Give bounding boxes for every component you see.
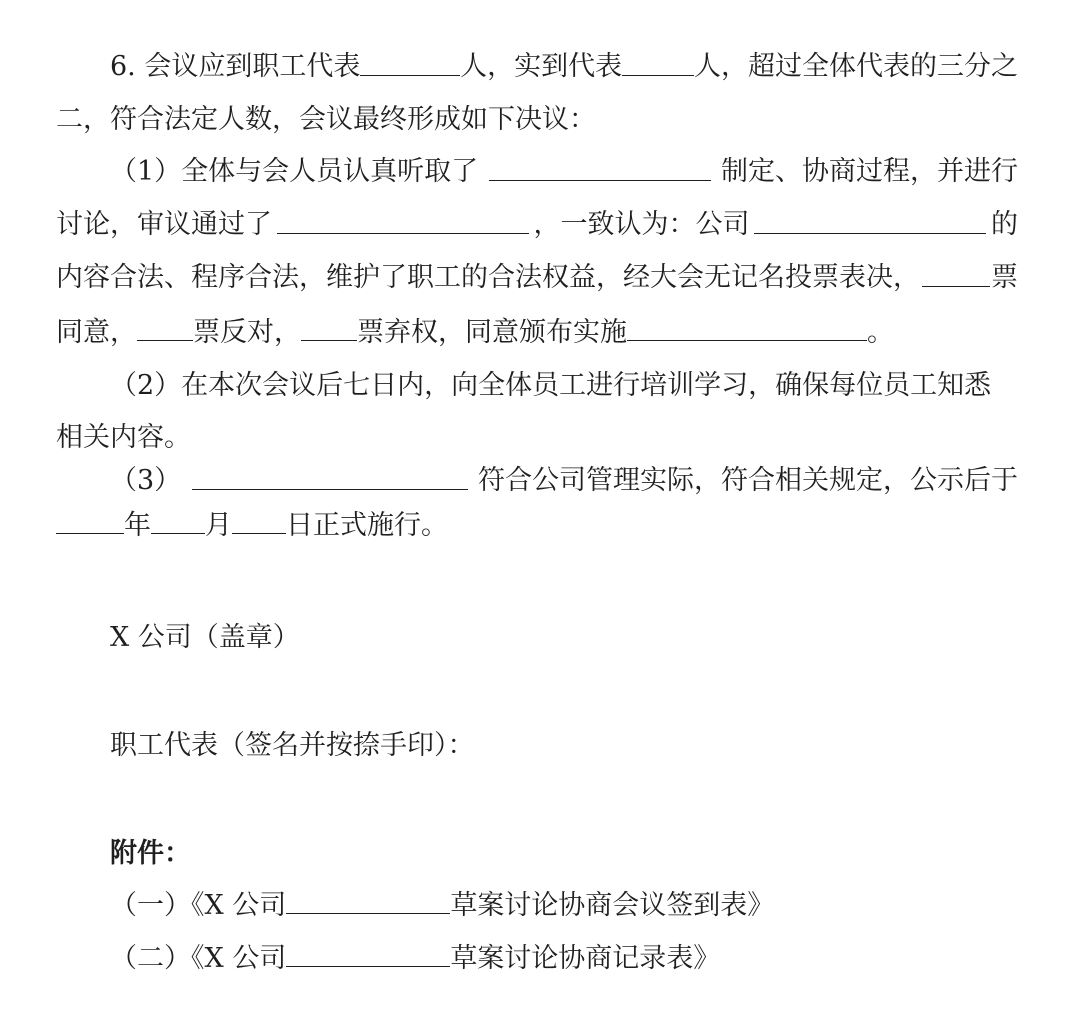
- blank-attachment-1[interactable]: [286, 885, 450, 914]
- blank-month[interactable]: [151, 505, 205, 534]
- item2-line1: （2）在本次会议后七日内，向全体员工进行培训学习，确保每位员工知悉: [110, 370, 992, 401]
- attachment-1-suffix: 草案讨论协商会议签到表》: [450, 890, 775, 921]
- item1-text-c: 讨论，审议通过了: [56, 209, 272, 240]
- item3-day: 日正式施行。: [286, 510, 448, 541]
- blank-item1-implement[interactable]: [627, 312, 867, 341]
- section6-line2: 二，符合法定人数，会议最终形成如下决议：: [56, 104, 596, 135]
- item1-text-g: 票: [991, 262, 1018, 293]
- item2-line2: 相关内容。: [56, 422, 191, 453]
- blank-expected-reps[interactable]: [360, 47, 460, 76]
- blank-item3-document[interactable]: [192, 461, 468, 490]
- item1-text-b: 制定、协商过程，并进行: [721, 156, 1018, 187]
- item1-text-i: 票反对，: [193, 317, 301, 348]
- attachment-1-prefix: （一）《X 公司: [110, 890, 287, 921]
- attachment-2-prefix: （二）《X 公司: [110, 943, 287, 974]
- item1-text-e: 的: [991, 209, 1018, 240]
- blank-attachment-2[interactable]: [286, 938, 450, 967]
- attachment-1: [110, 885, 1018, 925]
- section6-text-b: 人，实到代表: [460, 51, 623, 82]
- item3-text-b: 符合公司管理实际，符合相关规定，公示后于: [478, 465, 1018, 496]
- attachments-heading: 附件：: [110, 838, 191, 869]
- item1-line2: [56, 205, 1018, 245]
- item1-text-k: 。: [867, 317, 894, 348]
- item3-line2: [56, 505, 1018, 545]
- item3-month: 月: [205, 510, 232, 541]
- item3-year: 年: [124, 510, 151, 541]
- attachment-2-suffix: 草案讨论协商记录表》: [450, 943, 721, 974]
- blank-item1-approved[interactable]: [277, 205, 529, 234]
- blank-votes-agree[interactable]: [922, 258, 990, 287]
- blank-day[interactable]: [232, 505, 286, 534]
- item1-line3: [56, 258, 1018, 298]
- item1-text-a: （1）全体与会人员认真听取了: [110, 156, 479, 187]
- blank-votes-oppose[interactable]: [137, 312, 193, 341]
- item1-line4: [56, 312, 1018, 352]
- attachment-2: [110, 938, 1018, 978]
- company-seal-label: X 公司（盖章）: [110, 622, 300, 653]
- section6-text-a: 6. 会议应到职工代表: [110, 51, 361, 82]
- section6-line1: [110, 47, 1018, 87]
- blank-votes-abstain[interactable]: [301, 312, 357, 341]
- blank-actual-reps[interactable]: [622, 47, 694, 76]
- blank-item1-listened[interactable]: [489, 152, 711, 181]
- item1-text-h: 同意，: [56, 317, 137, 348]
- item1-line1: [110, 152, 1018, 192]
- section6-text-c: 人，超过全体代表的三分之: [694, 51, 1018, 82]
- blank-year[interactable]: [56, 505, 124, 534]
- item3-line1: [110, 461, 1018, 501]
- blank-item1-company[interactable]: [754, 205, 986, 234]
- item1-text-f: 内容合法、程序合法，维护了职工的合法权益，经大会无记名投票表决，: [56, 262, 920, 293]
- item1-text-d: ，一致认为：公司: [533, 209, 750, 240]
- item3-text-a: （3）: [110, 465, 182, 496]
- item1-text-j: 票弃权，同意颁布实施: [357, 317, 627, 348]
- employee-rep-signature-label: 职工代表（签名并按捺手印）：: [110, 730, 475, 761]
